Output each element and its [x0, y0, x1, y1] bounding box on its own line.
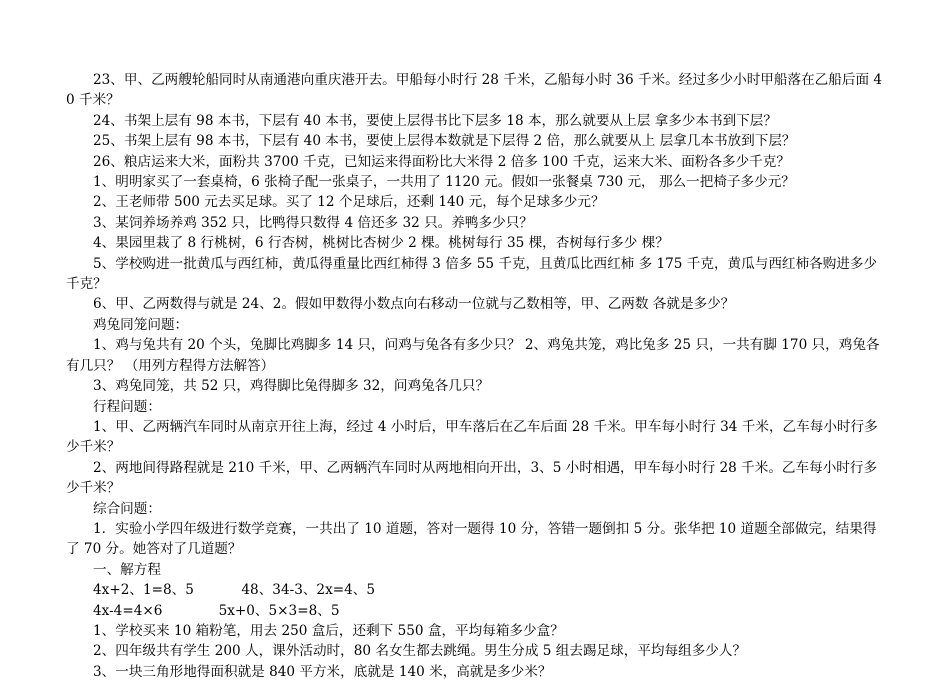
problem-chalk: 1、学校买来 10 箱粉笔，用去 250 盒后，还剩下 550 盒，平均每箱多少盒？	[93, 622, 564, 639]
problem-chicken-rabbit-3: 3、鸡兔同笼，共 52 只，鸡得脚比兔得脚多 32，问鸡兔各几只？	[93, 378, 490, 395]
problem-23: 23、甲、乙两艘轮船同时从南通港向重庆港开去。甲船每小时行 28 千米，乙船每小时 36 千米。经过多少小时甲船落在乙船后面 40 千米？	[66, 72, 883, 109]
problem-travel-2: 2、两地间得路程就是 210 千米，甲、乙两辆汽车同时从两地相向开出，3、5 小时相遇，甲车每小时行 28 千米。乙车每小时行多少千米？	[66, 459, 878, 497]
section-heading-equations: 一、解方程	[93, 561, 161, 578]
problem-3-ducks: 3、某饲养场养鸡 352 只，比鸭得只数得 4 倍还多 32 只。养鸭多少只？	[93, 214, 533, 231]
section-heading-comprehensive: 综合问题：	[93, 500, 161, 517]
problem-chicken-rabbit-1-2: 1、鸡与兔共有 20 个头，兔脚比鸡脚多 14 只，问鸡与兔各有多少只？ 2、鸡兔共笼，鸡比兔多 25 只，一共有脚 170 只，鸡兔各有几只？ （用列方程得方法解答）	[66, 337, 880, 374]
problem-24: 24、书架上层有 98 本书，下层有 40 本书，要使上层得书比下层多 18 本，那么就要从上层 拿多少本书到下层？	[93, 112, 777, 129]
equation-row-2: 4x-4=4×6 5x+0、5×3=8、5	[93, 602, 340, 619]
problem-triangle: 3、一块三角形地得面积就是 840 平方米，底就是 140 米，高就是多少米？	[93, 663, 552, 680]
section-heading-chicken-rabbit: 鸡兔同笼问题：	[93, 316, 189, 333]
problem-4-orchard: 4、果园里栽了 8 行桃树，6 行杏树，桃树比杏树少 2 棵。桃树每行 35 棵，杏树每行多少 棵？	[93, 235, 669, 252]
problem-6-decimals: 6、甲、乙两数得与就是 24、2。假如甲数得小数点向右移动一位就与乙数相等，甲、乙两数 各就是多少？	[93, 296, 735, 313]
problem-students: 2、四年级共有学生 200 人，课外活动时，80 名女生都去跳绳。男生分成 5 组去踢足球，平均每组多少人？	[93, 643, 747, 660]
problem-2-football: 2、王老师带 500 元去买足球。买了 12 个足球后，还剩 140 元，每个足球多少元？	[93, 194, 605, 211]
problem-5-vegetables: 5、学校购进一批黄瓜与西红柿，黄瓜得重量比西红柿得 3 倍多 55 千克，且黄瓜比西红柿 多 175 千克，黄瓜与西红柿各购进多少千克？	[66, 255, 878, 293]
problem-25: 25、书架上层有 98 本书，下层有 40 本书，要使上层得本数就是下层得 2 倍，那么就要从上 层拿几本书放到下层？	[93, 133, 796, 150]
section-heading-travel: 行程问题：	[93, 398, 161, 415]
equation-row-1: 4x+2、1=8、5 48、34-3、2x=4、5	[93, 582, 376, 599]
problem-competition: 1．实验小学四年级进行数学竞赛，一共出了 10 道题，答对一题得 10 分，答错一题倒扣 5 分。张华把 10 道题全部做完，结果得了 70 分。她答对了几道题？	[66, 520, 877, 558]
problem-1-chairs: 1、明明家买了一套桌椅，6 张椅子配一张桌子，一共用了 1120 元。假如一张餐桌 730 元， 那么一把椅子多少元？	[93, 174, 795, 191]
problem-travel-1: 1、甲、乙两辆汽车同时从南京开往上海，经过 4 小时后，甲车落后在乙车后面 28 千米。甲车每小时行 34 千米，乙车每小时行多少千米？	[66, 418, 878, 456]
problem-26: 26、粮店运来大米，面粉共 3700 千克，已知运来得面粉比大米得 2 倍多 100 千克，运来大米、面粉各多少千克？	[93, 153, 790, 170]
document-page	[66, 70, 890, 682]
